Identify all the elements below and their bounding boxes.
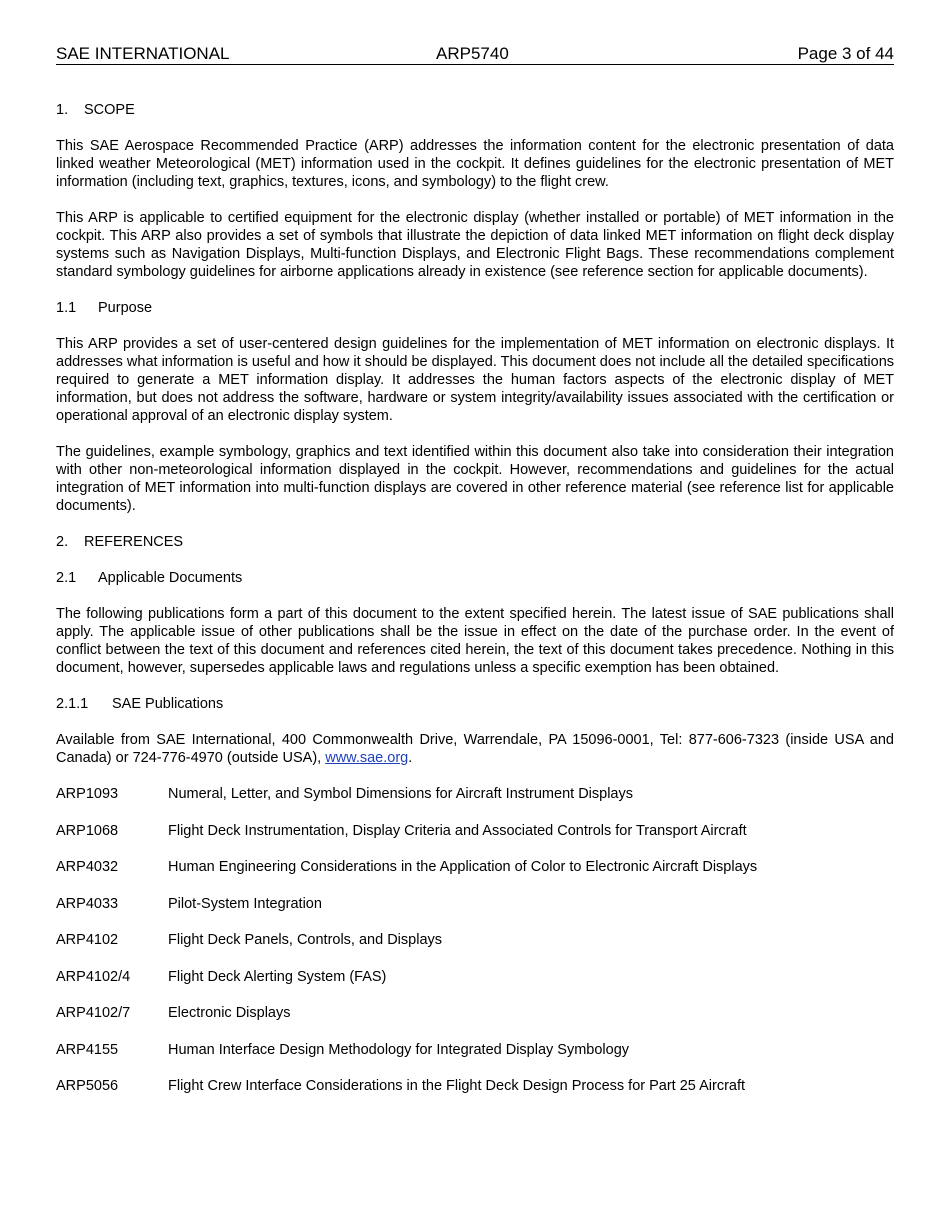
reference-item (56, 822, 894, 840)
reference-item (56, 858, 894, 876)
reference-title: Pilot-System Integration (168, 895, 322, 912)
availability-text: Available from SAE International, 400 Commonwealth Drive, Warrendale, PA 15096-0001, Tel: 877-606-7323 (inside USA and Canada) or 724-776-4970 (outside USA), (56, 732, 894, 766)
section-number: 1.1 (56, 300, 77, 316)
purpose-paragraph-1: This ARP provides a set of user-centered design guidelines for the implementation of MET information on electronic displays. It addresses what information is useful and how it should be displayed. This document does not include all the detailed specifications required to generate a MET information display. It addresses the human factors aspects of the electronic display of MET information, but does not address the software, hardware or system integrity/availability issues associated with the certification or operational approval of an electronic display system. (56, 336, 895, 424)
reference-title: Flight Crew Interface Considerations in the Flight Deck Design Process for Part 25 Aircraft (168, 1078, 746, 1094)
reference-item (56, 1077, 894, 1095)
header-organization: SAE INTERNATIONAL (56, 44, 230, 63)
header-page-number: Page 3 of 44 (797, 44, 894, 63)
reference-item (56, 1004, 894, 1022)
reference-title: Electronic Displays (168, 1005, 291, 1021)
reference-code: ARP4155 (56, 1041, 119, 1058)
sae-website-link[interactable]: www.sae.org (325, 750, 409, 766)
section-heading-sae-publications (56, 695, 894, 713)
reference-item (56, 1041, 894, 1059)
reference-item (56, 785, 894, 803)
availability-paragraph (56, 731, 894, 767)
reference-code: ARP4032 (56, 859, 119, 875)
section-number: 2.1 (56, 570, 77, 586)
reference-title: Numeral, Letter, and Symbol Dimensions for Aircraft Instrument Displays (168, 786, 633, 802)
reference-code: ARP4102/4 (56, 968, 131, 985)
reference-code: ARP4033 (56, 895, 119, 912)
section-heading-purpose (56, 299, 894, 317)
section-title: SCOPE (84, 102, 135, 118)
section-title: Applicable Documents (98, 570, 243, 586)
reference-item (56, 895, 894, 913)
reference-title: Human Interface Design Methodology for Integrated Display Symbology (168, 1041, 630, 1058)
reference-title: Flight Deck Panels, Controls, and Displays (168, 932, 443, 948)
section-heading-references (56, 533, 894, 551)
reference-title: Human Engineering Considerations in the Application of Color to Electronic Aircraft Displays (168, 859, 758, 875)
scope-paragraph-2: This ARP is applicable to certified equipment for the electronic display (whether installed or portable) of MET information in the cockpit. This ARP also provides a set of symbols that illustrate the depiction of data linked MET information on flight deck display systems such as Navigation Displays, Multi-function Displays, and Electronic Flight Bags. These recommendations complement standard symbology guidelines for airborne applications already in existence (see reference section for applicable documents). (56, 210, 894, 280)
section-title: REFERENCES (84, 534, 184, 550)
reference-code: ARP1068 (56, 822, 119, 839)
section-number: 2. (56, 534, 69, 550)
section-title: SAE Publications (112, 696, 224, 712)
applicable-documents-paragraph: The following publications form a part of this document to the extent specified herein. The latest issue of SAE publications shall apply. The applicable issue of other publications shall be the issue in effect on the date of the purchase order. In the event of conflict between the text of this document and references cited herein, the text of this document takes precedence. Nothing in this document, however, supersedes applicable laws and regulations unless a specific exemption has been obtained. (56, 606, 894, 676)
page-header (56, 44, 894, 65)
section-heading-applicable-documents (56, 569, 894, 587)
reference-code: ARP5056 (56, 1078, 119, 1094)
reference-code: ARP4102/7 (56, 1005, 131, 1021)
reference-title: Flight Deck Instrumentation, Display Criteria and Associated Controls for Transport Aircraft (168, 822, 747, 839)
reference-title: Flight Deck Alerting System (FAS) (168, 968, 387, 985)
reference-item (56, 931, 894, 949)
reference-list (56, 785, 894, 1095)
section-heading-scope (56, 101, 894, 119)
header-document-number: ARP5740 (436, 44, 509, 63)
section-number: 2.1.1 (56, 696, 89, 712)
reference-item (56, 968, 894, 986)
purpose-paragraph-2: The guidelines, example symbology, graphics and text identified within this document also take into consideration their integration with other non-meteorological information displayed in the cockpit. However, recommendations and guidelines for the actual integration of MET information into multi-function displays are covered in other reference material (see reference list for applicable documents). (56, 444, 894, 514)
scope-paragraph-1: This SAE Aerospace Recommended Practice (ARP) addresses the information content for the electronic presentation of data linked weather Meteorological (MET) information used in the cockpit. It defines guidelines for the electronic presentation of MET information (including text, graphics, textures, icons, and symbology) to the flight crew. (56, 138, 894, 190)
availability-end: . (408, 750, 413, 766)
reference-code: ARP4102 (56, 932, 119, 948)
section-number: 1. (56, 102, 69, 118)
reference-code: ARP1093 (56, 786, 119, 802)
section-title: Purpose (98, 300, 153, 316)
document-body (56, 101, 894, 1114)
